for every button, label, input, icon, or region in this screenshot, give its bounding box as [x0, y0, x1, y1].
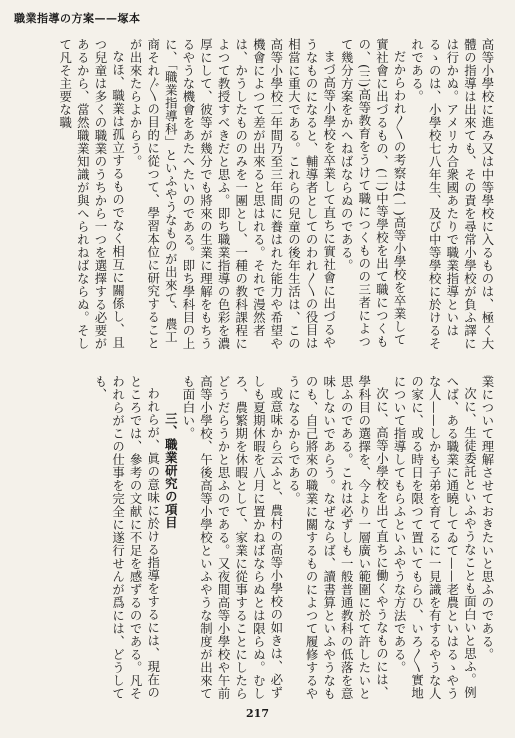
paragraph: だからわれ〳〵の考察は(一)高等小學校を卒業して實社會に出づるもの、(二)中等學校を出て職につくもの、(三)高等教育をうけて職につくものの三者によつて幾分方案をかへねばならぬのである。: [339, 38, 408, 348]
upper-text-column: [57, 38, 496, 353]
paragraph: 業について理解させておきたいと思ふのである。: [480, 375, 495, 661]
running-head: 職業指導の方案——塚本: [14, 12, 141, 25]
paragraph: なほ、職業は孤立するものでなく相互に關係し、且つ兒童は多くの職業のうちから一つを選擇する必要があるから、當然職業知識が與へられねばならぬ。そして凡そ主要な職: [57, 38, 126, 350]
section-heading: 三、職業研究の項目: [163, 412, 179, 530]
paragraph: 或意味から云ふと、農村の高等小學校の如きは、必ずしも夏期休暇を八月に置かねばならぬとは限らぬ。むしろ、農繁期を休暇として、家業に從事することにしたらどうだらうかと思ふのである。又夜間高等小學校や午前高等小學校、午後高等小學校といふやうな制度が出來ても面白い。: [180, 375, 284, 700]
lower-text-column: [18, 375, 496, 710]
page-number: 217: [246, 707, 269, 720]
paragraph: 次に、高等小學校を出て直ちに働くやうなものには、學科目の選擇を、今より一層廣い範圍に於て許したいと思ふのである。これは必ずしも一般普通教科の低落を意味しないであらう。なぜならば、讀書算といふやうなものも、自己將來の職業に關するものによつて履修するやうになるからである。: [286, 375, 390, 700]
paragraph: 次に、生徒委託といふやうなことも面白いと思ふ。例へば、ある職業に通曉してゐて——老農といはるゝやうな人——しかも子弟を育てるに一見識を有するやうな人の家に、或る時日を限つて置いてもらひ、いろ〳〵實地について指導してもらふといふやうな方法である。: [392, 375, 478, 700]
paragraph: まづ高等小學校を卒業して直ちに實社會に出づるやうなものになると、輔導者としてのわれ〳〵の役目は相當に重大である。これらの兒童の後年生活は、この高等小學校二年間乃至三年間に養はれた能力や希望や機會によつて差が出來ると思はれる。それで漫然者は、かうしたもののみを一團とし、一種の教科課程によつて教授すべきだと思ふ。即ち職業指導の色彩を濃厚にして、彼等が幾分でも將來の生業に理解をもちうるやうな機會をあたへたいのである。即ち學科目の上に、「職業指導科」といふやうなものが出來て、農工商それ〴〵の目的に從つて、學習本位に研究することが出來たらよからう。: [128, 38, 337, 350]
paragraph: われらが、眞の意味に於ける指導をするには、現在のところでは、參考の文献に不足を感ずるのである。凡そわれらがこの仕事を完全に遂行せんが爲には、どうしても、: [92, 375, 161, 700]
paragraph: 高等小學校に進み又は中等學校に入るものは、極く大體の指導は出來ても、その責を尋常小學校が負ふ譯には行かぬ。アメリカ合衆國あたりで職業指導といはるゝのは、小學校七八年生、及び中等學校に於けるそれである。: [409, 38, 495, 350]
